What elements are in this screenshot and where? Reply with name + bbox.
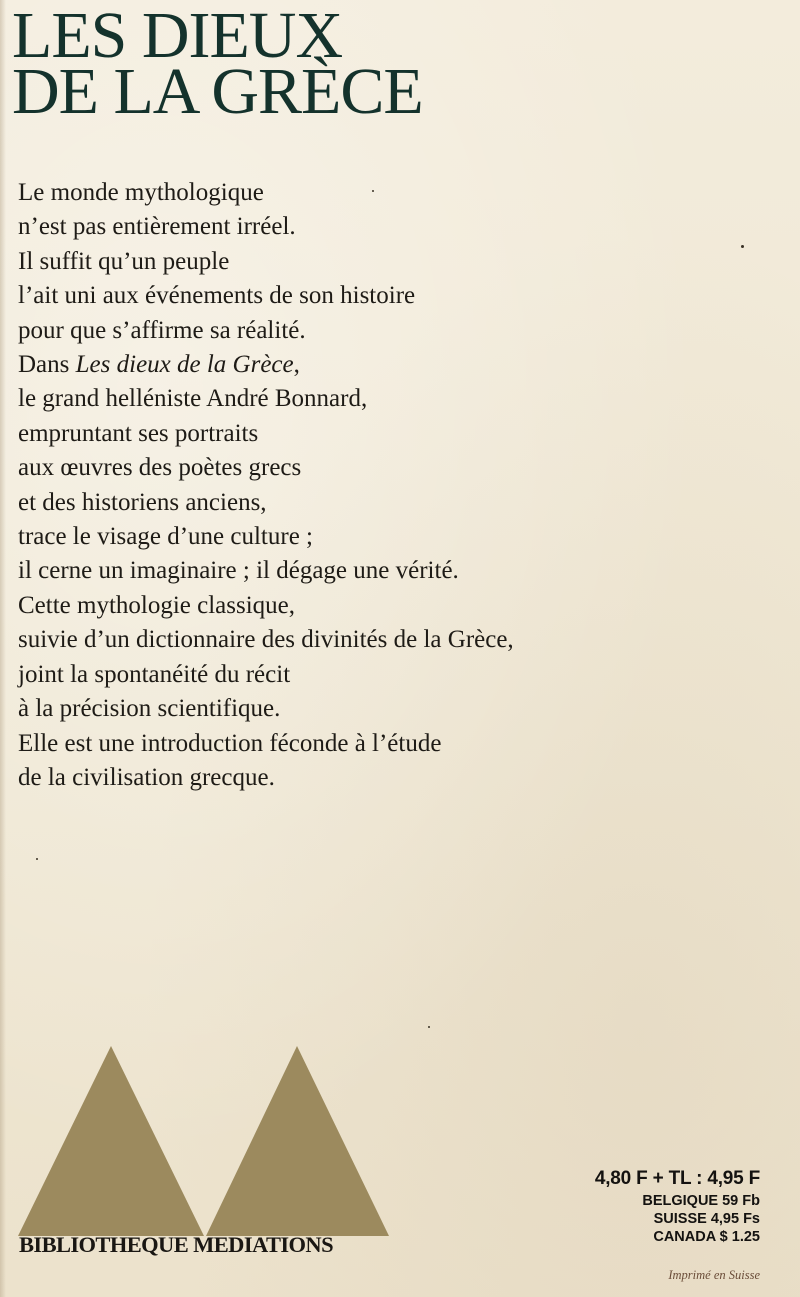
book-title xyxy=(12,0,423,128)
blurb-line: aux œuvres des poètes grecs xyxy=(18,454,302,482)
back-cover-blurb xyxy=(18,176,514,795)
paper-speck xyxy=(36,858,38,860)
paper-speck xyxy=(428,1026,430,1028)
title-line-2: DE LA GRÈCE xyxy=(12,55,423,128)
series-name: BIBLIOTHEQUE MEDIATIONS xyxy=(19,1232,333,1257)
blurb-line: Elle est une introduction féconde à l’étude xyxy=(18,729,442,757)
price-suisse: SUISSE 4,95 Fs xyxy=(653,1211,760,1227)
blurb-line: Il suffit qu’un peuple xyxy=(18,247,230,275)
blurb-line: le grand helléniste André Bonnard, xyxy=(18,385,368,413)
blurb-line: de la civilisation grecque. xyxy=(18,763,275,791)
blurb-line: suivie d’un dictionnaire des divinités de la Grèce, xyxy=(18,626,514,654)
series-logo xyxy=(18,1046,398,1236)
price-belgique: BELGIQUE 59 Fb xyxy=(642,1193,760,1209)
blurb-line: et des historiens anciens, xyxy=(18,488,267,516)
blurb-line: l’ait uni aux événements de son histoire xyxy=(18,282,416,310)
blurb-book-title: Les dieux de la Grèce xyxy=(75,351,294,379)
blurb-line-suffix: , xyxy=(293,351,300,379)
blurb-line: trace le visage d’une culture ; xyxy=(18,523,313,551)
blurb-line-prefix: Dans xyxy=(18,351,76,379)
blurb-line: Le monde mythologique xyxy=(18,179,264,206)
blurb-line: empruntant ses portraits xyxy=(18,419,259,447)
price-canada: CANADA $ 1.25 xyxy=(653,1229,760,1245)
blurb-line: pour que s’affirme sa réalité. xyxy=(18,316,306,344)
blurb-line: à la précision scientifique. xyxy=(18,695,281,723)
logo-triangle-right xyxy=(206,1046,389,1236)
blurb-line: joint la spontanéité du récit xyxy=(18,660,291,688)
price-block xyxy=(595,1166,760,1246)
logo-triangle-left xyxy=(18,1046,204,1236)
cover-edge-shadow xyxy=(0,0,6,1297)
paper-speck xyxy=(741,245,744,248)
blurb-line xyxy=(18,348,514,382)
blurb-line: Cette mythologie classique, xyxy=(18,591,296,619)
printed-in-note: Imprimé en Suisse xyxy=(668,1268,760,1282)
blurb-line: il cerne un imaginaire ; il dégage une vérité. xyxy=(18,557,459,585)
twin-triangles-logo xyxy=(18,1046,398,1236)
title-line-1: LES DIEUX xyxy=(12,0,343,72)
blurb-line: n’est pas entièrement irréel. xyxy=(18,213,296,241)
price-france: 4,80 F + TL : 4,95 F xyxy=(594,1168,760,1189)
paper-speck xyxy=(372,190,374,192)
